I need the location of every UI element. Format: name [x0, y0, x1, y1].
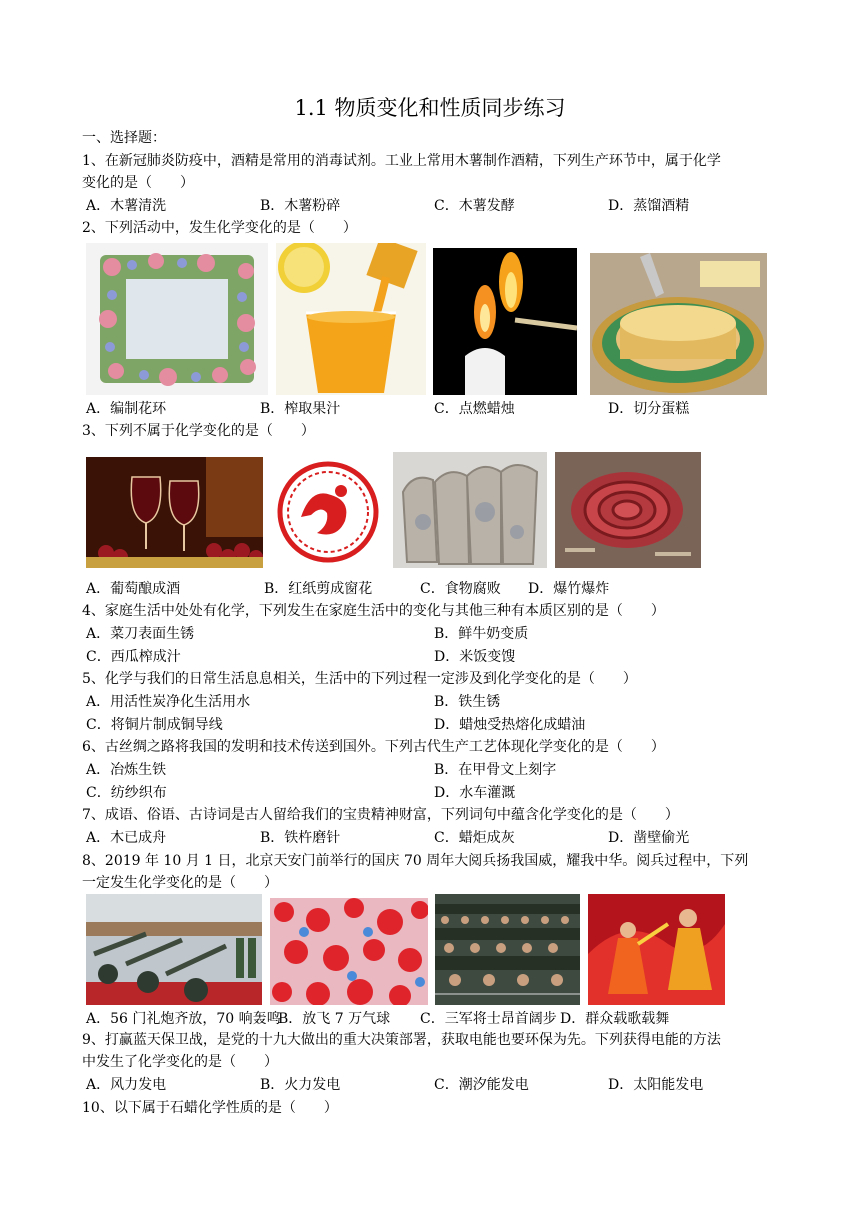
option-a: A．木已成舟 — [86, 830, 167, 846]
option-c: C．西瓜榨成汁 — [86, 649, 181, 665]
option-c: C．潮汐能发电 — [434, 1077, 529, 1093]
option-a: A．用活性炭净化生活用水 — [86, 694, 251, 710]
question-8-options — [86, 1009, 786, 1029]
question-7-stem: 7、成语、俗语、古诗词是古人留给我们的宝贵精神财富，下列词句中蕴含化学变化的是（ ） — [82, 807, 679, 823]
option-b: B．火力发电 — [260, 1077, 341, 1093]
option-b: B．铁生锈 — [434, 694, 501, 710]
option-a: A．冶炼生铁 — [86, 762, 167, 778]
question-6-stem: 6、古丝绸之路将我国的发明和技术传送到国外。下列古代生产工艺体现化学变化的是（ ） — [82, 739, 665, 755]
option-c: C．点燃蜡烛 — [434, 401, 515, 417]
moldy-bread-image — [393, 452, 547, 568]
question-10-stem: 10、以下属于石蜡化学性质的是（ ） — [82, 1100, 338, 1116]
option-d: D．太阳能发电 — [608, 1077, 704, 1093]
option-c: C．蜡炬成灰 — [434, 830, 515, 846]
question-5-options-row-2 — [86, 715, 786, 735]
option-c: C．木薯发酵 — [434, 198, 515, 214]
option-d: D．凿壁偷光 — [608, 830, 690, 846]
option-a: A．56 门礼炮齐放，70 响轰鸣 — [86, 1011, 281, 1027]
question-4-options-row-2 — [86, 647, 786, 667]
lit-candle-image — [433, 248, 577, 395]
option-b: B．铁杵磨针 — [260, 830, 341, 846]
question-8-stem-line-2: 一定发生化学变化的是（ ） — [82, 875, 278, 891]
option-d: D．米饭变馊 — [434, 649, 516, 665]
question-2-stem: 2、下列活动中，发生化学变化的是（ ） — [82, 220, 357, 236]
option-d: D．切分蛋糕 — [608, 401, 690, 417]
firecrackers-image — [555, 452, 701, 568]
option-a: A．编制花环 — [86, 401, 167, 417]
question-9-stem-line-1: 9、打赢蓝天保卫战，是党的十九大做出的重大决策部署，获取电能也要环保为先。下列获得电能的方法 — [82, 1032, 721, 1048]
salute-cannons-image — [86, 894, 262, 1005]
option-a: A．风力发电 — [86, 1077, 167, 1093]
option-a: A．菜刀表面生锈 — [86, 626, 195, 642]
option-b: B．放飞 7 万气球 — [278, 1011, 391, 1027]
juice-glass-image — [276, 243, 426, 395]
question-3-stem: 3、下列不属于化学变化的是（ ） — [82, 423, 315, 439]
worksheet-title: 1.1 物质变化和性质同步练习 — [294, 96, 566, 120]
marching-soldiers-image — [435, 894, 580, 1005]
question-4-options-row-1 — [86, 624, 786, 644]
option-b: B．在甲骨文上刻字 — [434, 762, 557, 778]
question-2-options — [86, 399, 786, 419]
question-7-options — [86, 828, 786, 848]
question-6-options-row-2 — [86, 783, 786, 803]
option-b: B．鲜牛奶变质 — [434, 626, 529, 642]
option-c: C．食物腐败 — [420, 581, 501, 597]
dancers-image — [588, 894, 725, 1005]
question-8-stem-line-1: 8、2019 年 10 月 1 日，北京天安门前举行的国庆 70 周年大阅兵扬我国威，耀我中华。阅兵过程中，下列 — [82, 853, 749, 869]
option-b: B．红纸剪成窗花 — [264, 581, 373, 597]
question-3-options — [86, 579, 786, 599]
option-c: C．纺纱织布 — [86, 785, 167, 801]
question-5-stem: 5、化学与我们的日常生活息息相关，生活中的下列过程一定涉及到化学变化的是（ ） — [82, 671, 637, 687]
paper-cut-window-image — [271, 457, 385, 568]
question-1-stem-line-1: 1、在新冠肺炎防疫中，酒精是常用的消毒试剂。工业上常用木薯制作酒精，下列生产环节中，属于化学 — [82, 153, 721, 169]
option-d: D．蒸馏酒精 — [608, 198, 690, 214]
wine-glasses-image — [86, 457, 263, 568]
option-c: C．三军将士昂首阔步 — [420, 1011, 557, 1027]
option-a: A．葡萄酿成酒 — [86, 581, 181, 597]
option-d: D．爆竹爆炸 — [528, 581, 610, 597]
cake-cutting-image — [590, 253, 767, 395]
question-1-options — [86, 196, 786, 216]
option-d: D．水车灌溉 — [434, 785, 516, 801]
question-4-stem: 4、家庭生活中处处有化学，下列发生在家庭生活中的变化与其他三种有本质区别的是（ ） — [82, 603, 665, 619]
balloons-image — [270, 898, 428, 1005]
flower-wreath-image — [86, 243, 268, 395]
section-heading: 一、选择题： — [82, 130, 166, 146]
question-9-options — [86, 1075, 786, 1095]
option-d: D．群众载歌载舞 — [560, 1011, 670, 1027]
question-9-stem-line-2: 中发生了化学变化的是（ ） — [82, 1054, 278, 1070]
question-5-options-row-1 — [86, 692, 786, 712]
option-c: C．将铜片制成铜导线 — [86, 717, 223, 733]
option-a: A．木薯清洗 — [86, 198, 167, 214]
question-6-options-row-1 — [86, 760, 786, 780]
option-d: D．蜡烛受热熔化成蜡油 — [434, 717, 586, 733]
option-b: B．榨取果汁 — [260, 401, 341, 417]
option-b: B．木薯粉碎 — [260, 198, 341, 214]
question-1-stem-line-2: 变化的是（ ） — [82, 175, 194, 191]
